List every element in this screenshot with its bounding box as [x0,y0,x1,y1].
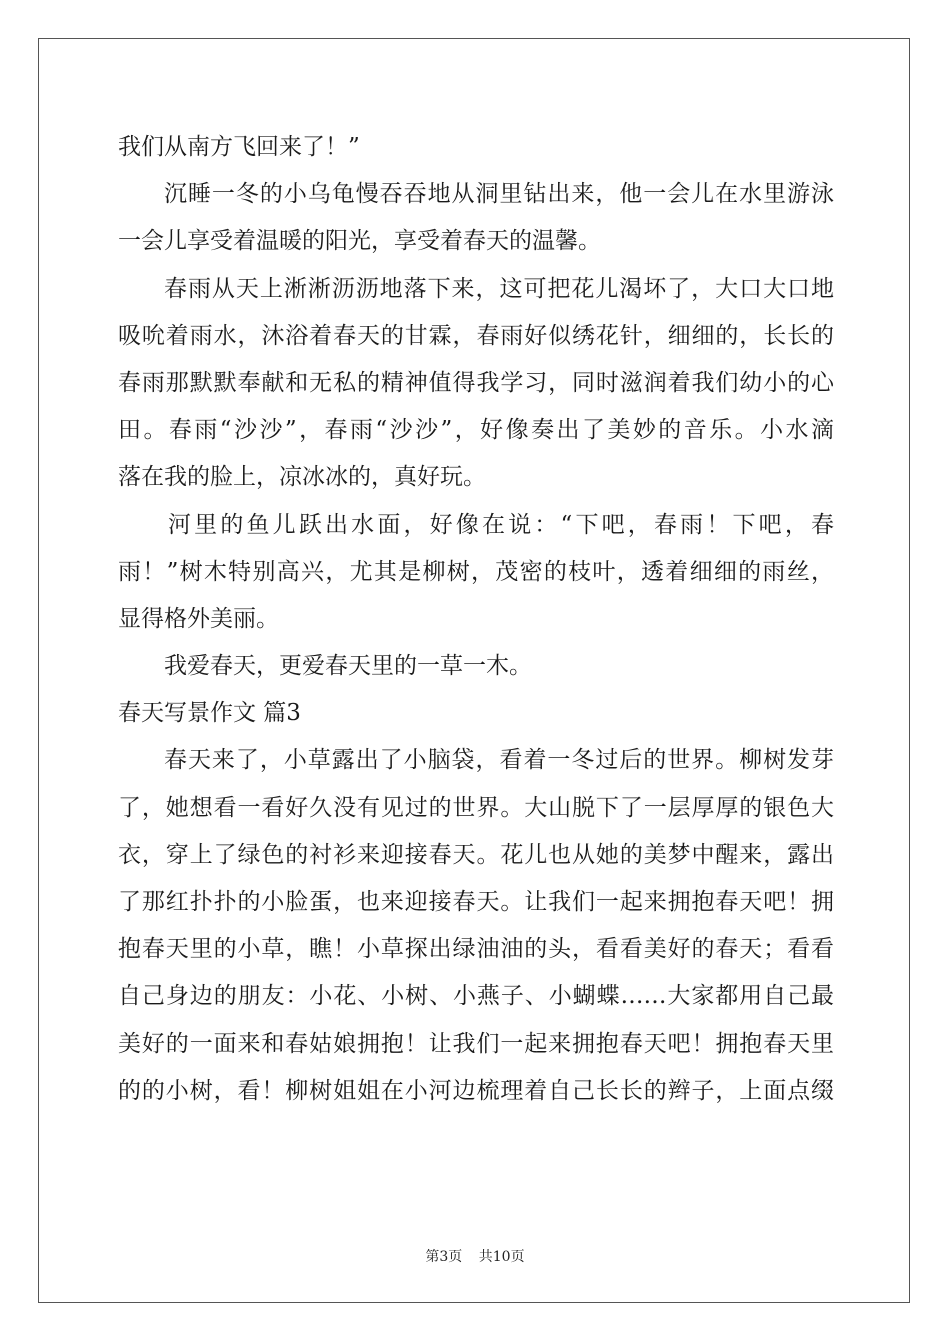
text-line: 自己身边的朋友：小花、小树、小燕子、小蝴蝶……大家都用自己最 [118,983,834,1010]
paragraph-block [118,124,834,690]
text-line: 河里的鱼儿跃出水面，好像在说：“下吧，春雨！下吧，春 [168,511,834,538]
text-line: 抱春天里的小草，瞧！小草探出绿油油的头，看看美好的春天；看看 [118,936,834,963]
text-line: 美好的一面来和春姑娘拥抱！让我们一起来拥抱春天吧！拥抱春天里 [118,1030,834,1057]
page-total: 共10页 [478,1249,525,1265]
text-line: 吸吮着雨水，沐浴着春天的甘霖，春雨好似绣花针，细细的，长长的 [118,322,834,349]
text-line: 衣，穿上了绿色的衬衫来迎接春天。花儿也从她的美梦中醒来，露出 [118,841,834,868]
text-line: 沉睡一冬的小乌龟慢吞吞地从洞里钻出来，他一会儿在水里游泳 [164,181,834,208]
text-line: 的的小树，看！柳树姐姐在小河边梳理着自己长长的辫子，上面点缀 [118,1077,834,1104]
text-line: 了那红扑扑的小脸蛋，也来迎接春天。让我们一起来拥抱春天吧！拥 [118,889,834,915]
text-line: 春雨从天上淅淅沥沥地落下来，这可把花儿渴坏了，大口大口地 [164,275,834,302]
text-line: 春雨那默默奉献和无私的精神值得我学习，同时滋润着我们幼小的心 [118,369,834,396]
text-line: 落在我的脸上，凉冰冰的，真好玩。 [118,464,486,491]
paragraph-block-section3 [118,737,834,1115]
text-line: 春天来了，小草露出了小脑袋，看着一冬过后的世界。柳树发芽 [164,747,834,774]
page-number: 第3页 [425,1249,463,1265]
text-line: 了，她想看一看好久没有见过的世界。大山脱下了一层厚厚的银色大 [118,794,834,821]
text-line: 雨！”树木特别高兴，尤其是柳树，茂密的枝叶，透着细细的雨丝， [118,558,834,585]
text-line: 田。春雨“沙沙”，春雨“沙沙”，好像奏出了美妙的音乐。小水滴 [118,417,834,444]
text-line: 显得格外美丽。 [118,605,279,632]
text-line: 我们从南方飞回来了！” [118,134,360,160]
section-heading: 春天写景作文 篇3 [118,700,301,727]
text-line: 一会儿享受着温暖的阳光，享受着春天的温馨。 [118,228,601,255]
document-body [118,124,834,1115]
page-footer [0,1246,950,1266]
text-line: 我爱春天，更爱春天里的一草一木。 [164,653,532,680]
